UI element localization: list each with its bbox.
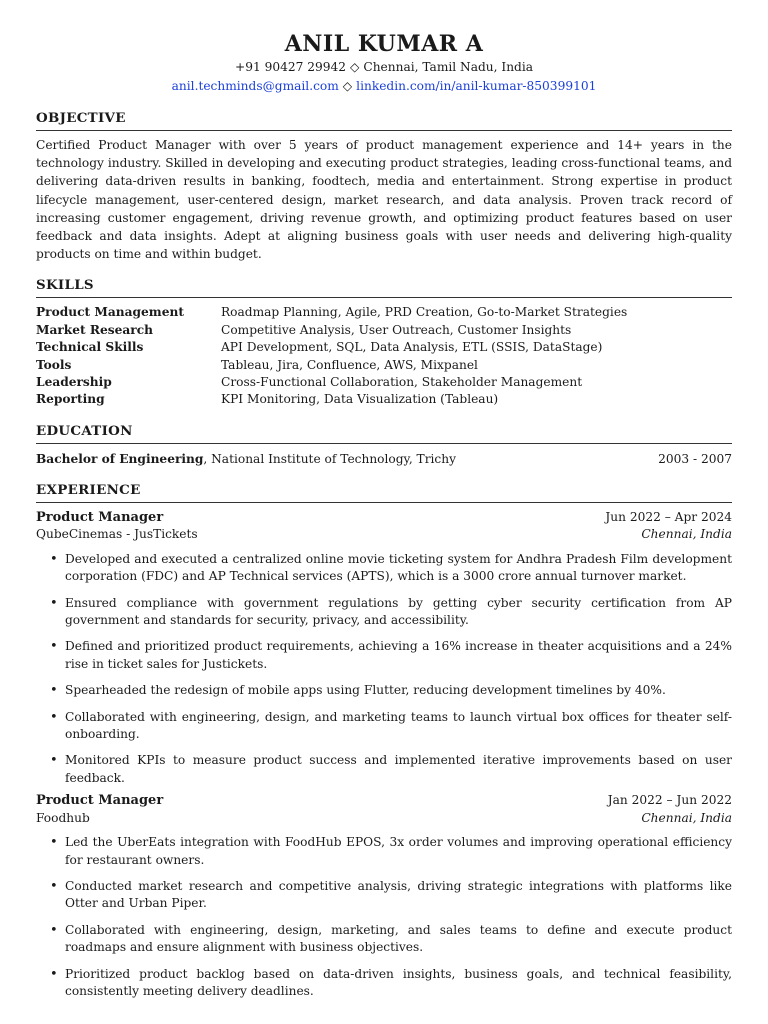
skill-value: Cross-Functional Collaboration, Stakeholder Management [221,375,583,390]
bullet-item: • Ensured compliance with government regulations by getting cyber security certification from AP government and standards for security, privacy, and accessibility. [65,595,732,630]
bullet-item: • Collaborated with engineering, design, and marketing teams to launch virtual box offices for theater self-onboarding. [65,709,732,744]
job-title: Product Manager [36,509,164,525]
job-dates: Jan 2022 – Jun 2022 [607,793,732,808]
job-location: Chennai, India [641,527,732,542]
education-years: 2003 - 2007 [658,451,732,466]
bullet-item: • Conducted market research and competitive analysis, driving strategic integrations with platforms like Otter and Urban Piper. [65,878,732,913]
education-heading: EDUCATION [36,423,732,444]
bullet-item: • Spearheaded the redesign of mobile apps using Flutter, reducing development timelines by 40%. [65,682,732,699]
email-link[interactable]: anil.techminds@gmail.com [171,79,339,93]
skill-row [36,391,732,408]
skill-value: Roadmap Planning, Agile, PRD Creation, Go-to-Market Strategies [221,305,628,320]
skill-row [36,374,732,391]
job-title: Product Manager [36,793,164,809]
education-detail [36,450,456,468]
skill-category: Tools [36,357,72,372]
job-header [36,792,732,810]
contact-line-1 [36,58,732,77]
job-header [36,509,732,527]
job-subheader [36,526,732,544]
skill-category: Market Research [36,322,153,337]
candidate-name: ANIL KUMAR A [284,31,484,57]
skill-row [36,322,732,339]
separator-diamond-icon: ◇ [350,60,360,74]
skill-category: Product Management [36,305,184,320]
contact-line-2 [36,77,732,96]
objective-text: Certified Product Manager with over 5 years of product management experience and 14+ years in the technology industry. Skilled in developing and executing product strategies, leading cross-functional teams, and delivering data-driven results in banking, foodtech, media and entertainment. Strong expertise in product lifecycle management, user-centered design, market research, and data analysis. Proven track record of increasing customer engagement, driving revenue growth, and optimizing product features based on user feedback and data insights. Adept at aligning business goals with user needs and delivering high-quality products on time and within budget. [36,138,732,262]
skill-row [36,357,732,374]
job-entry [36,792,732,1000]
education-entry [36,450,732,468]
bullet-item: • Collaborated with engineering, design, marketing, and sales teams to define and execute product roadmaps and ensure alignment with business objectives. [65,922,732,957]
linkedin-link[interactable]: linkedin.com/in/anil-kumar-850399101 [356,79,597,93]
skills-table [36,304,732,408]
bullet-item: • Led the UberEats integration with FoodHub EPOS, 3x order volumes and improving operational efficiency for restaurant owners. [65,834,732,869]
skill-category: Technical Skills [36,340,144,355]
degree: Bachelor of Engineering [36,451,204,466]
skill-value: Tableau, Jira, Confluence, AWS, Mixpanel [221,357,478,372]
skill-value: Competitive Analysis, User Outreach, Customer Insights [221,322,572,337]
skill-category: Leadership [36,375,112,390]
skill-row [36,339,732,356]
job-bullets [36,834,732,1000]
job-company: Foodhub [36,810,90,825]
objective-heading: OBJECTIVE [36,110,732,131]
job-subheader [36,810,732,828]
bullet-item: • Prioritized product backlog based on data-driven insights, business goals, and technical feasibility, consistently meeting delivery deadlines. [65,966,732,1001]
job-entry [36,509,732,787]
skill-category: Reporting [36,392,105,407]
skill-value: KPI Monitoring, Data Visualization (Tableau) [221,392,499,407]
job-location: Chennai, India [641,810,732,825]
skill-value: API Development, SQL, Data Analysis, ETL (SSIS, DataStage) [221,340,603,355]
resume-page [36,0,732,1000]
bullet-item: • Defined and prioritized product requirements, achieving a 16% increase in theater acquisitions and a 24% rise in ticket sales for Justickets. [65,638,732,673]
bullet-item: • Monitored KPIs to measure product success and implemented iterative improvements based on user feedback. [65,752,732,787]
job-dates: Jun 2022 – Apr 2024 [605,509,732,524]
separator-diamond-icon: ◇ [342,79,353,93]
skill-row [36,304,732,321]
experience-heading: EXPERIENCE [36,482,732,503]
skills-heading: SKILLS [36,277,732,298]
phone-number: +91 90427 29942 [234,60,346,74]
job-company: QubeCinemas - JusTickets [36,527,198,542]
job-bullets [36,551,732,787]
institution: , National Institute of Technology, Trichy [203,451,456,466]
bullet-item: • Developed and executed a centralized online movie ticketing system for Andhra Pradesh Film development corporation (FDC) and AP Technical services (APTS), which is a 3000 crore annual turnover market. [65,551,732,586]
location: Chennai, Tamil Nadu, India [363,60,534,74]
